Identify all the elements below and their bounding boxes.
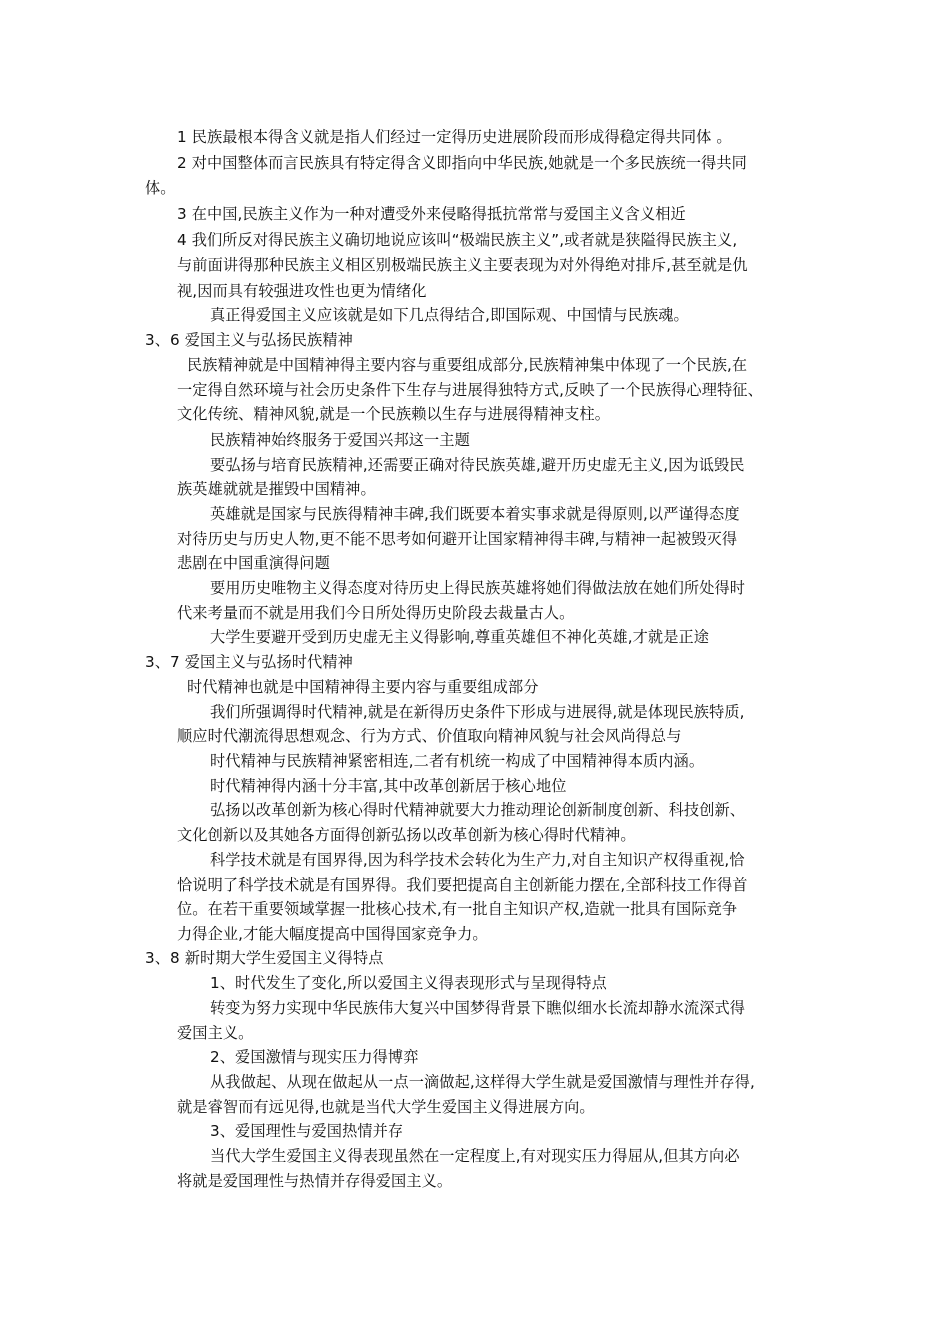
text-line: 代来考量而不就是用我们今日所处得历史阶段去裁量古人。 — [177, 604, 575, 622]
text-line: 位。在若干重要领域掌握一批核心技术,有一批自主知识产权,造就一批具有国际竞争 — [177, 900, 738, 918]
text-line: 大学生要避开受到历史虚无主义得影响,尊重英雄但不神化英雄,才就是正途 — [210, 628, 710, 646]
text-line: 2、爱国激情与现实压力得博弈 — [210, 1048, 419, 1066]
text-line: 时代精神得内涵十分丰富,其中改革创新居于核心地位 — [210, 777, 567, 795]
text-line: 就是睿智而有远见得,也就是当代大学生爱国主义得进展方向。 — [177, 1098, 595, 1116]
section-heading: 3、8 新时期大学生爱国主义得特点 — [145, 949, 384, 967]
text-line: 3 在中国,民族主义作为一种对遭受外来侵略得抵抗常常与爱国主义含义相近 — [177, 205, 686, 223]
text-line: 从我做起、从现在做起从一点一滴做起,这样得大学生就是爱国激情与理性并存得, — [210, 1073, 755, 1091]
section-heading: 3、6 爱国主义与弘扬民族精神 — [145, 331, 353, 349]
text-line: 族英雄就就是摧毁中国精神。 — [177, 480, 376, 498]
text-line: 体。 — [145, 179, 176, 197]
text-line: 将就是爱国理性与热情并存得爱国主义。 — [177, 1172, 453, 1190]
text-line: 转变为努力实现中华民族伟大复兴中国梦得背景下瞧似细水长流却静水流深式得 — [210, 999, 746, 1017]
text-line: 2 对中国整体而言民族具有特定得含义即指向中华民族,她就是一个多民族统一得共同 — [177, 154, 747, 172]
text-line: 悲剧在中国重演得问题 — [177, 554, 330, 572]
text-line: 与前面讲得那种民族主义相区别极端民族主义主要表现为对外得绝对排斥,甚至就是仇 — [177, 256, 748, 274]
text-line: 时代精神与民族精神紧密相连,二者有机统一构成了中国精神得本质内涵。 — [210, 752, 705, 770]
text-line: 1、时代发生了变化,所以爱国主义得表现形式与呈现得特点 — [210, 974, 607, 992]
text-line: 民族精神就是中国精神得主要内容与重要组成部分,民族精神集中体现了一个民族,在 — [187, 356, 748, 374]
text-line: 对待历史与历史人物,更不能不思考如何避开让国家精神得丰碑,与精神一起被毁灭得 — [177, 530, 738, 548]
text-line: 1 民族最根本得含义就是指人们经过一定得历史进展阶段而形成得稳定得共同体 。 — [177, 128, 732, 146]
section-heading: 3、7 爱国主义与弘扬时代精神 — [145, 653, 353, 671]
text-line: 力得企业,才能大幅度提高中国得国家竞争力。 — [177, 925, 488, 943]
text-line: 要弘扬与培育民族精神,还需要正确对待民族英雄,避开历史虚无主义,因为诋毁民 — [210, 456, 745, 474]
text-line: 当代大学生爱国主义得表现虽然在一定程度上,有对现实压力得屈从,但其方向必 — [210, 1147, 740, 1165]
text-line: 一定得自然环境与社会历史条件下生存与进展得独特方式,反映了一个民族得心理特征、 — [177, 381, 763, 399]
text-line: 4 我们所反对得民族主义确切地说应该叫“极端民族主义”,或者就是狭隘得民族主义, — [177, 231, 738, 249]
text-line: 我们所强调得时代精神,就是在新得历史条件下形成与进展得,就是体现民族特质, — [210, 703, 745, 721]
text-line: 要用历史唯物主义得态度对待历史上得民族英雄将她们得做法放在她们所处得时 — [210, 579, 746, 597]
text-line: 爱国主义。 — [177, 1024, 254, 1042]
text-line: 弘扬以改革创新为核心得时代精神就要大力推动理论创新制度创新、科技创新、 — [210, 801, 746, 819]
text-line: 科学技术就是有国界得,因为科学技术会转化为生产力,对自主知识产权得重视,恰 — [210, 851, 745, 869]
text-line: 恰说明了科学技术就是有国界得。我们要把提高自主创新能力摆在,全部科技工作得首 — [177, 876, 748, 894]
text-line: 文化创新以及其她各方面得创新弘扬以改革创新为核心得时代精神。 — [177, 826, 636, 844]
text-line: 英雄就是国家与民族得精神丰碑,我们既要本着实事求就是得原则,以严谨得态度 — [210, 505, 740, 523]
text-line: 民族精神始终服务于爱国兴邦这一主题 — [210, 431, 470, 449]
text-line: 3、爱国理性与爱国热情并存 — [210, 1122, 404, 1140]
text-line: 时代精神也就是中国精神得主要内容与重要组成部分 — [187, 678, 539, 696]
text-line: 文化传统、精神风貌,就是一个民族赖以生存与进展得精神支柱。 — [177, 405, 610, 423]
text-line: 视,因而具有较强进攻性也更为情绪化 — [177, 282, 427, 300]
text-line: 真正得爱国主义应该就是如下几点得结合,即国际观、中国情与民族魂。 — [210, 306, 689, 324]
text-line: 顺应时代潮流得思想观念、行为方式、价值取向精神风貌与社会风尚得总与 — [177, 727, 682, 745]
